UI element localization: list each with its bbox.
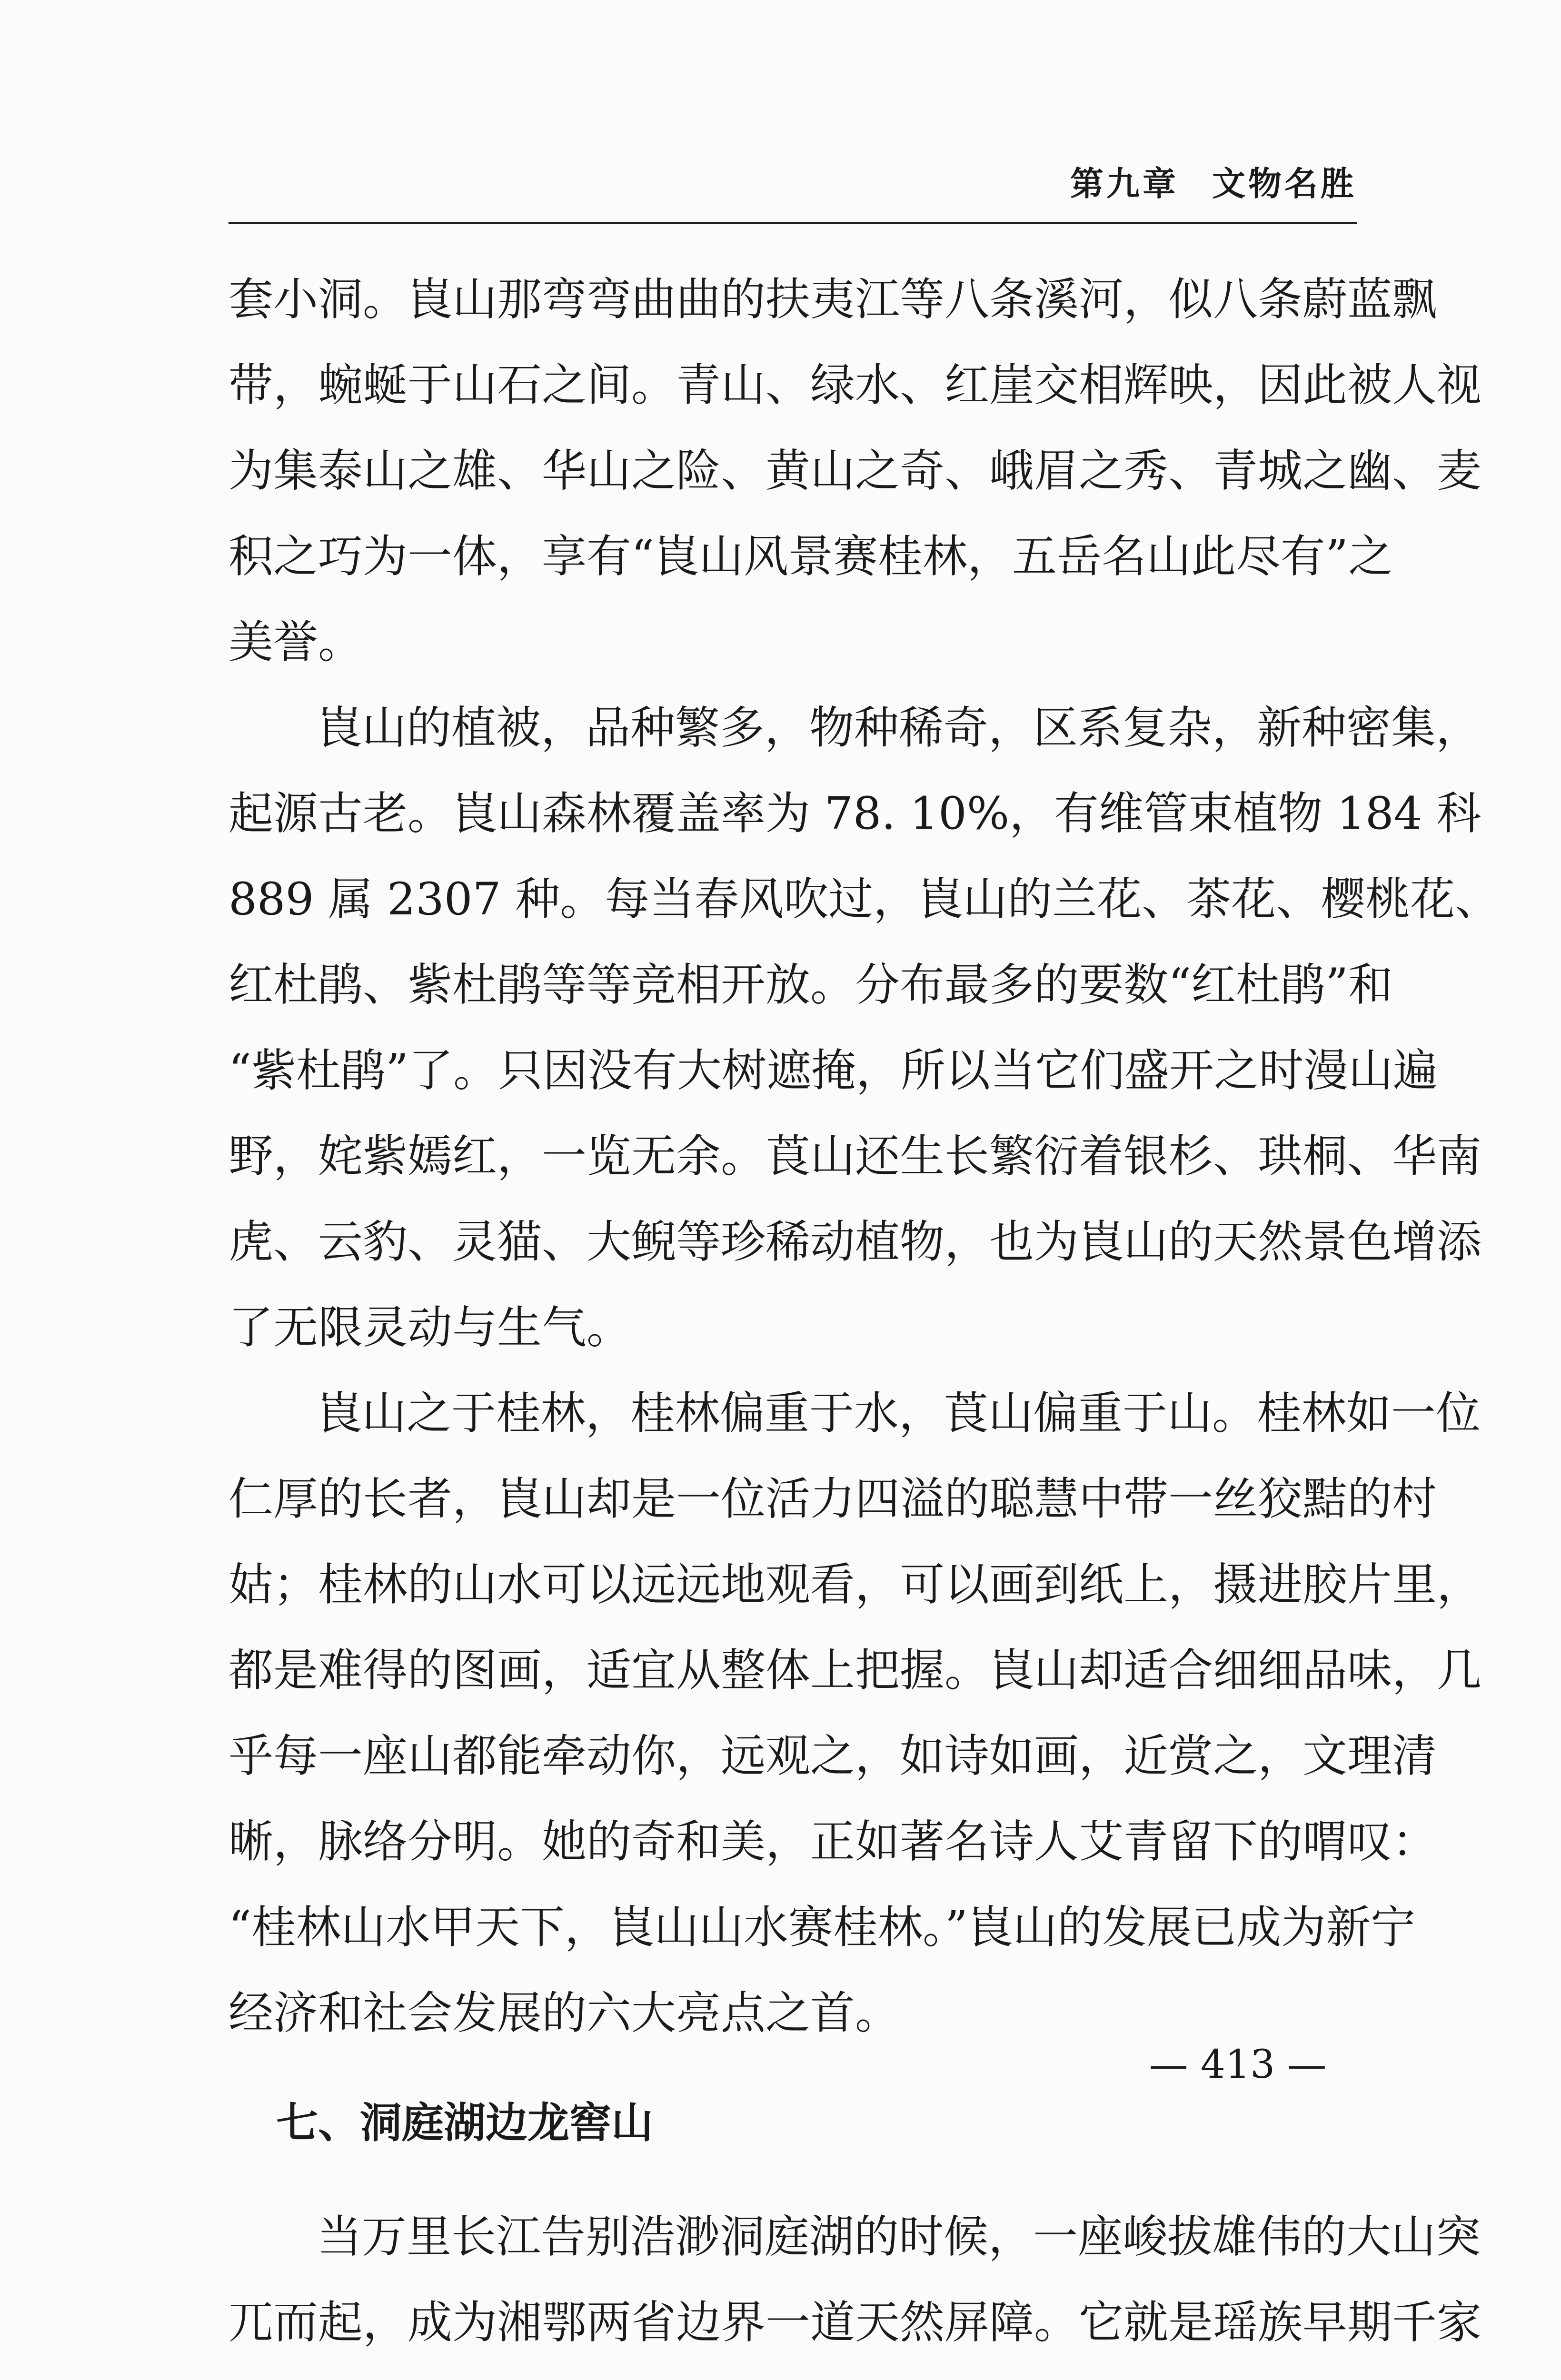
text-line: 兀而起，成为湘鄂两省边界一道天然屏障。它就是瑶族早期千家 — [229, 2297, 1482, 2349]
text-line: 当万里长江告别浩渺洞庭湖的时候，一座峻拔雄伟的大山突 — [317, 2211, 1481, 2263]
text-line: 了无限灵动与生气。 — [229, 1302, 632, 1354]
text-line: 带，蜿蜒于山石之间。青山、绿水、红崖交相辉映，因此被人视 — [229, 359, 1482, 411]
text-line: 虎、云豹、灵猫、大鲵等珍稀动植物，也为崀山的天然景色增添 — [229, 1216, 1482, 1268]
text-line: 红杜鹃、紫杜鹃等等竞相开放。分布最多的要数“红杜鹃”和 — [229, 959, 1393, 1011]
section-heading: 七、洞庭湖边龙窖山 — [276, 2098, 654, 2147]
text-line: 都是难得的图画，适宜从整体上把握。崀山却适合细细品味，几 — [229, 1645, 1482, 1696]
section-label: 文物名胜 — [1212, 164, 1357, 203]
paragraph-4 — [229, 2194, 1482, 2380]
page-number: — 413 — — [1149, 2042, 1327, 2087]
text-line: 积之巧为一体，享有“崀山风景赛桂林，五岳名山此尽有”之 — [229, 531, 1393, 583]
text-line: 为集泰山之雄、华山之险、黄山之奇、峨眉之秀、青城之幽、麦 — [229, 445, 1482, 497]
text-line: 美誉。 — [229, 616, 363, 668]
text-line: 晰，脉络分明。她的奇和美，正如著名诗人艾青留下的喟叹： — [229, 1816, 1437, 1868]
chapter-label: 第九章 — [1070, 164, 1179, 203]
text-line: 野，姹紫嫣红，一览无余。莨山还生长繁衍着银杉、珙桐、华南 — [229, 1130, 1482, 1182]
text-line: 仁厚的长者，崀山却是一位活力四溢的聪慧中带一丝狡黠的村 — [229, 1473, 1437, 1525]
header-rule — [229, 222, 1357, 224]
text-line: 乎每一座山都能牵动你，远观之，如诗如画，近赏之，文理清 — [229, 1730, 1437, 1782]
text-line: 崀山的植被，品种繁多，物种稀奇，区系复杂，新种密集， — [317, 702, 1481, 754]
text-line — [229, 2366, 1357, 2380]
text-line: 起源古老。崀山森林覆盖率为 78. 10%，有维管束植物 184 科 — [229, 788, 1481, 840]
text-line: “桂林山水甲天下，崀山山水赛桂林。”崀山的发展已成为新宁 — [229, 1902, 1416, 1954]
paragraph-3 — [229, 1371, 1482, 2056]
text-line: 崀山之于桂林，桂林偏重于水，莨山偏重于山。桂林如一位 — [317, 1388, 1481, 1439]
paragraph-2 — [229, 685, 1500, 1371]
running-header — [229, 157, 1357, 205]
text-line: 经济和社会发展的六大亮点之首。 — [229, 1987, 900, 2039]
text-line: “紫杜鹃”了。只因没有大树遮掩，所以当它们盛开之时漫山遍 — [229, 1045, 1438, 1097]
text-line: 889 属 2307 种。每当春风吹过，崀山的兰花、茶花、樱桃花、 — [229, 873, 1500, 925]
text-line: 姑；桂林的山水可以远远地观看，可以画到纸上，摄进胶片里， — [229, 1559, 1482, 1611]
text-line: 套小洞。崀山那弯弯曲曲的扶夷江等八条溪河，似八条蔚蓝飘 — [229, 274, 1437, 326]
paragraph-1 — [229, 257, 1482, 685]
